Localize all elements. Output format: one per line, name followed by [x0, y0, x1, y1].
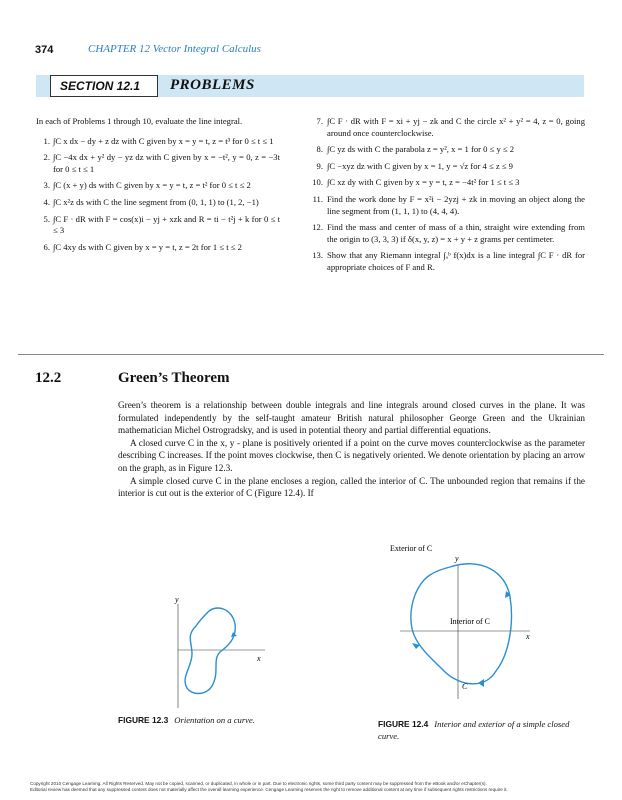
problem-item: 1. ∫C x dx − dy + z dz with C given by x = y = t, z = t³ for 0 ≤ t ≤ 1 [43, 135, 274, 146]
problem-item: 8. ∫C yz ds with C the parabola z = y², x = 1 for 0 ≤ y ≤ 2 [316, 144, 515, 155]
section-body [118, 399, 585, 500]
x-axis-label: x [257, 654, 261, 663]
interior-label: Interior of C [450, 617, 490, 626]
y-axis-label: y [175, 595, 179, 604]
section-label: SECTION 12.1 [60, 79, 141, 93]
section-banner-title: PROBLEMS [170, 77, 255, 93]
body-paragraph: A simple closed curve C in the plane encloses a region, called the interior of C. The unbounded region that remains if the interior is cut out is the exterior of C (Figure 12.4). If [118, 475, 585, 499]
y-axis-label: y [455, 554, 459, 563]
running-head: CHAPTER 12 Vector Integral Calculus [88, 43, 261, 55]
problem-item: 3. ∫C (x + y) ds with C given by x = y = t, z = t² for 0 ≤ t ≤ 2 [43, 180, 251, 191]
problem-item: 7. ∫C F · dR with F = xi + yj − zk and C the circle x² + y² = 4, z = 0, going around once counterclockwise. [316, 116, 585, 138]
problems-left-column [36, 116, 280, 258]
problem-item: 5. ∫C F · dR with F = cos(x)i − yj + xzk and R = ti − t²j + k for 0 ≤ t ≤ 3 [43, 213, 280, 236]
curve-arrow [478, 679, 484, 687]
figure-12-4-caption: FIGURE 12.4 Interior and exterior of a simple closed curve. [378, 719, 570, 741]
page-number: 374 [35, 44, 54, 56]
problem-item: 13. Show that any Riemann integral ∫ₐᵇ f(x)dx is a line integral ∫C F · dR for appropriate choices of F and R. [312, 250, 585, 272]
body-paragraph: A closed curve C in the x, y - plane is positively oriented if a point on the curve moves counterclockwise as the parameter describing C increases. If the point moves clockwise, then C is negatively oriented. We denote orientation by placing an arrow on the graph, as in Figure 12.3. [118, 437, 585, 473]
problem-item: 12. Find the mass and center of mass of a thin, straight wire extending from the origin to (3, 3, 3) if δ(x, y, z) = x + y + z grams per centimeter. [312, 222, 585, 244]
figure-12-3-caption: FIGURE 12.3 Orientation on a curve. [118, 715, 255, 725]
copyright-notice: Copyright 2010 Cengage Learning. All Rights Reserved. May not be copied, scanned, or duplicated, in whole or in part. Due to electronic rights, some third party content may be suppressed from the eBook and/or eChapter(s). Editorial review has deemed that any suppressed content does not materially affect the overall learning experience. Cengage Learning reserves the right to remove additional content at any time if subsequent rights restrictions require it. [30, 781, 508, 792]
orientation-arrow [231, 632, 237, 637]
problem-item: 4. ∫C x²z ds with C the line segment from (0, 1, 1) to (1, 2, −1) [43, 196, 259, 207]
problems-intro: In each of Problems 1 through 10, evaluate the line integral. [36, 116, 243, 126]
problem-item: 6. ∫C 4xy ds with C given by x = y = t, z = 2t for 1 ≤ t ≤ 2 [43, 241, 242, 252]
problem-item: 10. ∫C xz dy with C given by x = y = t, z = −4t² for 1 ≤ t ≤ 3 [312, 177, 520, 188]
problems-right-column [307, 116, 585, 279]
problem-item: 2. ∫C −4x dx + y² dy − yz dz with C given by x = −t², y = 0, z = −3t for 0 ≤ t ≤ 1 [43, 152, 280, 174]
exterior-label: Exterior of C [390, 544, 433, 553]
problem-item: 9. ∫C −xyz dz with C given by x = 1, y = √z for 4 ≤ z ≤ 9 [316, 160, 513, 171]
x-axis-label: x [526, 632, 530, 641]
section-divider [18, 354, 604, 355]
oriented-curve [185, 608, 235, 694]
section-number: 12.2 [35, 370, 62, 386]
problem-item: 11. Find the work done by F = x²i − 2yzj + zk in moving an object along the line segment from (1, 1, 1) to (4, 4, 4). [312, 193, 585, 216]
figure-12-4 [380, 541, 555, 701]
body-paragraph: Green’s theorem is a relationship between double integrals and line integrals around closed curves in the plane. It was formulated independently by the self-taught amateur British natural philosopher George Green and the Ukrainian mathematician Michel Ostrogradsky, and is used in potential theory and partial differential equations. [118, 400, 585, 436]
figure-12-3 [120, 590, 280, 710]
curve-label: C [462, 682, 468, 691]
section-title: Green’s Theorem [118, 370, 230, 386]
